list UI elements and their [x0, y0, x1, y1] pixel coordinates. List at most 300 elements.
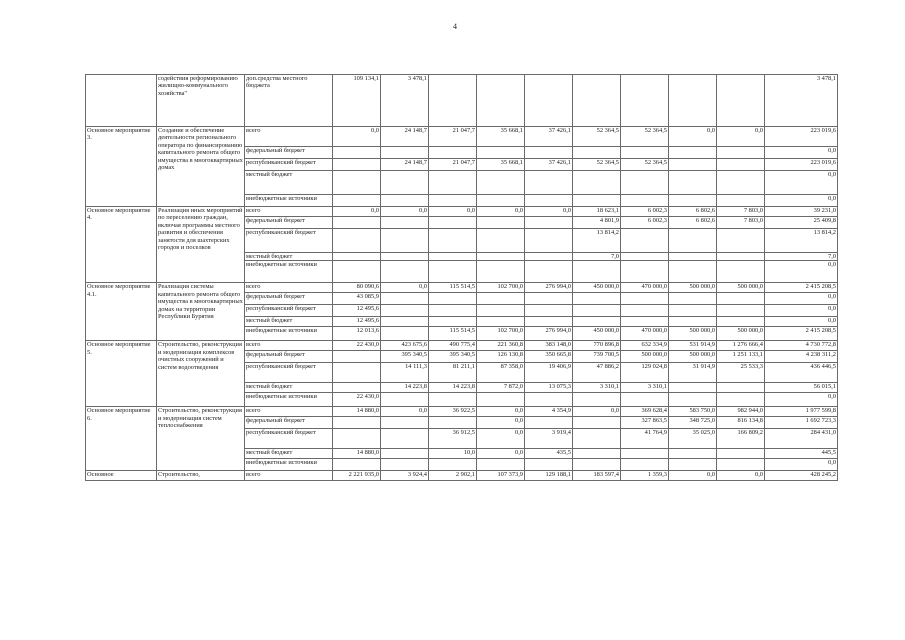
- funding-source-cell: местный бюджет: [245, 171, 333, 195]
- value-cell: 739 700,5: [573, 351, 621, 363]
- value-cell: 41 764,9: [621, 429, 669, 449]
- total-cell: 13 814,2: [765, 229, 838, 253]
- value-cell: 583 750,0: [669, 407, 717, 417]
- value-cell: 395 340,5: [429, 351, 477, 363]
- value-cell: [477, 305, 525, 317]
- event-cell: Основное мероприятие 4.1.: [86, 283, 157, 341]
- value-cell: [717, 449, 765, 459]
- value-cell: [621, 75, 669, 127]
- value-cell: [621, 293, 669, 305]
- value-cell: [669, 159, 717, 171]
- value-cell: [381, 293, 429, 305]
- funding-source-cell: внебюджетные источники: [245, 195, 333, 207]
- table-row: [86, 407, 838, 417]
- value-cell: 14 880,0: [333, 407, 381, 417]
- value-cell: [381, 305, 429, 317]
- value-cell: [333, 253, 381, 261]
- value-cell: 166 809,2: [717, 429, 765, 449]
- value-cell: [573, 195, 621, 207]
- value-cell: [381, 317, 429, 327]
- value-cell: [621, 261, 669, 283]
- value-cell: 470 000,0: [621, 283, 669, 293]
- value-cell: 632 334,9: [621, 341, 669, 351]
- value-cell: 81 211,1: [429, 363, 477, 383]
- value-cell: [381, 261, 429, 283]
- value-cell: [621, 147, 669, 159]
- value-cell: [717, 195, 765, 207]
- description-cell: Строительство, реконструкция и модернизация комплексов очистных сооружений и систем водоотведения: [157, 341, 245, 407]
- value-cell: 102 700,0: [477, 327, 525, 341]
- funding-source-cell: местный бюджет: [245, 383, 333, 393]
- value-cell: 0,0: [381, 207, 429, 217]
- value-cell: [621, 459, 669, 471]
- value-cell: [669, 459, 717, 471]
- value-cell: [717, 75, 765, 127]
- value-cell: [525, 147, 573, 159]
- value-cell: 3 924,4: [381, 471, 429, 481]
- value-cell: [333, 351, 381, 363]
- value-cell: 22 430,0: [333, 393, 381, 407]
- value-cell: 1 251 133,1: [717, 351, 765, 363]
- value-cell: 0,0: [477, 207, 525, 217]
- value-cell: [477, 75, 525, 127]
- value-cell: 109 134,1: [333, 75, 381, 127]
- value-cell: 183 597,4: [573, 471, 621, 481]
- value-cell: [477, 261, 525, 283]
- value-cell: 816 134,8: [717, 417, 765, 429]
- value-cell: [669, 229, 717, 253]
- value-cell: 52 364,5: [573, 159, 621, 171]
- description-cell: Реализация системы капитального ремонта общего имущества в многоквартирных домах на территории Республики Бурятия: [157, 283, 245, 341]
- funding-source-cell: местный бюджет: [245, 253, 333, 261]
- total-cell: 4 238 311,2: [765, 351, 838, 363]
- value-cell: 24 148,7: [381, 127, 429, 147]
- value-cell: [525, 393, 573, 407]
- value-cell: [621, 195, 669, 207]
- value-cell: 25 533,3: [717, 363, 765, 383]
- value-cell: [717, 159, 765, 171]
- value-cell: [621, 393, 669, 407]
- value-cell: 37 426,1: [525, 127, 573, 147]
- total-cell: 0,0: [765, 147, 838, 159]
- value-cell: [717, 229, 765, 253]
- value-cell: [621, 253, 669, 261]
- value-cell: [669, 383, 717, 393]
- value-cell: [717, 147, 765, 159]
- description-cell: Строительство, реконструкция и модернизация систем теплоснабжения: [157, 407, 245, 471]
- total-cell: 0,0: [765, 305, 838, 317]
- funding-source-cell: всего: [245, 127, 333, 147]
- value-cell: [573, 293, 621, 305]
- value-cell: [429, 171, 477, 195]
- funding-source-cell: федеральный бюджет: [245, 147, 333, 159]
- funding-source-cell: местный бюджет: [245, 317, 333, 327]
- value-cell: [669, 147, 717, 159]
- value-cell: [525, 75, 573, 127]
- value-cell: [381, 195, 429, 207]
- value-cell: 52 364,5: [573, 127, 621, 147]
- funding-source-cell: всего: [245, 407, 333, 417]
- value-cell: 3 310,1: [573, 383, 621, 393]
- funding-source-cell: всего: [245, 471, 333, 481]
- value-cell: 0,0: [381, 407, 429, 417]
- value-cell: 107 373,9: [477, 471, 525, 481]
- value-cell: [621, 229, 669, 253]
- table-row: [86, 207, 838, 217]
- value-cell: [573, 171, 621, 195]
- value-cell: 36 922,5: [429, 407, 477, 417]
- value-cell: [621, 171, 669, 195]
- value-cell: [477, 171, 525, 195]
- total-cell: 0,0: [765, 393, 838, 407]
- value-cell: 348 725,0: [669, 417, 717, 429]
- table-row: [86, 471, 838, 481]
- value-cell: 22 430,0: [333, 341, 381, 351]
- value-cell: 0,0: [477, 417, 525, 429]
- value-cell: 221 360,8: [477, 341, 525, 351]
- table-row: [86, 283, 838, 293]
- value-cell: 0,0: [381, 283, 429, 293]
- value-cell: [669, 171, 717, 195]
- value-cell: 14 880,0: [333, 449, 381, 459]
- value-cell: [477, 253, 525, 261]
- funding-source-cell: внебюджетные источники: [245, 393, 333, 407]
- total-cell: 56 015,1: [765, 383, 838, 393]
- total-cell: 25 409,8: [765, 217, 838, 229]
- funding-source-cell: республиканский бюджет: [245, 229, 333, 253]
- value-cell: 6 802,6: [669, 217, 717, 229]
- value-cell: 276 994,0: [525, 327, 573, 341]
- value-cell: [525, 171, 573, 195]
- value-cell: [381, 417, 429, 429]
- funding-source-cell: федеральный бюджет: [245, 417, 333, 429]
- value-cell: 531 914,9: [669, 341, 717, 351]
- value-cell: [477, 393, 525, 407]
- value-cell: 0,0: [429, 207, 477, 217]
- value-cell: 982 944,0: [717, 407, 765, 417]
- value-cell: 770 896,8: [573, 341, 621, 351]
- value-cell: [477, 147, 525, 159]
- value-cell: 490 775,4: [429, 341, 477, 351]
- total-cell: 0,0: [765, 317, 838, 327]
- value-cell: 14 111,3: [381, 363, 429, 383]
- value-cell: 470 000,0: [621, 327, 669, 341]
- value-cell: [477, 459, 525, 471]
- value-cell: 500 000,0: [621, 351, 669, 363]
- event-cell: Основное мероприятие 6.: [86, 407, 157, 471]
- value-cell: [669, 393, 717, 407]
- value-cell: [429, 253, 477, 261]
- event-cell: Основное мероприятие 3.: [86, 127, 157, 207]
- value-cell: [333, 383, 381, 393]
- value-cell: 10,0: [429, 449, 477, 459]
- total-cell: 284 431,0: [765, 429, 838, 449]
- value-cell: [717, 171, 765, 195]
- value-cell: 52 364,5: [621, 159, 669, 171]
- value-cell: 327 863,5: [621, 417, 669, 429]
- value-cell: 423 675,6: [381, 341, 429, 351]
- event-cell: Основное мероприятие 5.: [86, 341, 157, 407]
- value-cell: [669, 449, 717, 459]
- total-cell: 4 730 772,8: [765, 341, 838, 351]
- value-cell: [381, 429, 429, 449]
- value-cell: [381, 449, 429, 459]
- total-cell: 7,0: [765, 253, 838, 261]
- value-cell: [477, 217, 525, 229]
- funding-source-cell: республиканский бюджет: [245, 363, 333, 383]
- value-cell: [717, 253, 765, 261]
- value-cell: [717, 383, 765, 393]
- value-cell: 500 000,0: [669, 283, 717, 293]
- value-cell: [429, 195, 477, 207]
- value-cell: 35 025,0: [669, 429, 717, 449]
- value-cell: 0,0: [669, 471, 717, 481]
- value-cell: 0,0: [717, 127, 765, 147]
- value-cell: [669, 253, 717, 261]
- total-cell: 3 478,1: [765, 75, 838, 127]
- value-cell: [333, 195, 381, 207]
- value-cell: 31 914,9: [669, 363, 717, 383]
- value-cell: 7 803,0: [717, 207, 765, 217]
- value-cell: 35 668,1: [477, 127, 525, 147]
- description-cell: Создание и обеспечение деятельности регионального оператора по финансированию капитального ремонта общего имущества в многоквартирных домах: [157, 127, 245, 207]
- value-cell: [669, 305, 717, 317]
- value-cell: [573, 459, 621, 471]
- value-cell: [429, 293, 477, 305]
- value-cell: 12 495,6: [333, 305, 381, 317]
- value-cell: [381, 253, 429, 261]
- funding-source-cell: федеральный бюджет: [245, 351, 333, 363]
- total-cell: 0,0: [765, 171, 838, 195]
- value-cell: [525, 293, 573, 305]
- funding-source-cell: всего: [245, 207, 333, 217]
- value-cell: [573, 449, 621, 459]
- value-cell: 0,0: [525, 207, 573, 217]
- value-cell: 47 886,2: [573, 363, 621, 383]
- value-cell: [717, 305, 765, 317]
- value-cell: 3 310,1: [621, 383, 669, 393]
- funding-source-cell: республиканский бюджет: [245, 429, 333, 449]
- value-cell: [525, 253, 573, 261]
- value-cell: [429, 217, 477, 229]
- value-cell: 129 024,8: [621, 363, 669, 383]
- value-cell: [621, 449, 669, 459]
- value-cell: 87 358,0: [477, 363, 525, 383]
- value-cell: 4 354,9: [525, 407, 573, 417]
- value-cell: [381, 217, 429, 229]
- value-cell: [381, 393, 429, 407]
- value-cell: 52 364,5: [621, 127, 669, 147]
- value-cell: [381, 147, 429, 159]
- value-cell: 2 221 935,0: [333, 471, 381, 481]
- value-cell: [717, 393, 765, 407]
- description-cell: Строительство,: [157, 471, 245, 481]
- total-cell: 2 415 208,5: [765, 283, 838, 293]
- event-cell: Основное: [86, 471, 157, 481]
- value-cell: [477, 195, 525, 207]
- value-cell: [333, 261, 381, 283]
- value-cell: [669, 195, 717, 207]
- total-cell: 0,0: [765, 261, 838, 283]
- value-cell: [333, 417, 381, 429]
- value-cell: [525, 217, 573, 229]
- table-row: [86, 75, 838, 127]
- value-cell: [477, 293, 525, 305]
- value-cell: [573, 429, 621, 449]
- value-cell: [717, 459, 765, 471]
- value-cell: 500 000,0: [669, 351, 717, 363]
- value-cell: 18 623,1: [573, 207, 621, 217]
- value-cell: [333, 429, 381, 449]
- value-cell: 13 075,3: [525, 383, 573, 393]
- total-cell: 223 019,6: [765, 159, 838, 171]
- value-cell: 36 912,5: [429, 429, 477, 449]
- value-cell: 1 276 666,4: [717, 341, 765, 351]
- total-cell: 0,0: [765, 293, 838, 305]
- value-cell: 395 340,5: [381, 351, 429, 363]
- value-cell: 3 478,1: [381, 75, 429, 127]
- value-cell: 435,5: [525, 449, 573, 459]
- total-cell: 1 692 723,3: [765, 417, 838, 429]
- value-cell: [333, 147, 381, 159]
- value-cell: 12 495,6: [333, 317, 381, 327]
- value-cell: 0,0: [669, 127, 717, 147]
- value-cell: 369 628,4: [621, 407, 669, 417]
- value-cell: [429, 229, 477, 253]
- value-cell: 350 665,8: [525, 351, 573, 363]
- total-cell: 223 019,6: [765, 127, 838, 147]
- value-cell: 35 668,1: [477, 159, 525, 171]
- value-cell: 0,0: [333, 127, 381, 147]
- value-cell: [333, 171, 381, 195]
- value-cell: 6 002,3: [621, 217, 669, 229]
- funding-source-cell: федеральный бюджет: [245, 293, 333, 305]
- value-cell: 500 000,0: [669, 327, 717, 341]
- value-cell: 2 902,1: [429, 471, 477, 481]
- value-cell: 276 994,0: [525, 283, 573, 293]
- value-cell: 43 085,9: [333, 293, 381, 305]
- value-cell: 14 223,8: [429, 383, 477, 393]
- value-cell: 450 000,0: [573, 283, 621, 293]
- value-cell: 126 130,8: [477, 351, 525, 363]
- value-cell: [669, 261, 717, 283]
- event-cell: [86, 75, 157, 127]
- value-cell: [669, 293, 717, 305]
- value-cell: [717, 317, 765, 327]
- value-cell: 115 514,5: [429, 283, 477, 293]
- funding-source-cell: федеральный бюджет: [245, 217, 333, 229]
- value-cell: 0,0: [477, 407, 525, 417]
- value-cell: [573, 317, 621, 327]
- value-cell: 12 013,6: [333, 327, 381, 341]
- value-cell: 0,0: [477, 429, 525, 449]
- value-cell: [429, 75, 477, 127]
- value-cell: [333, 159, 381, 171]
- value-cell: [717, 293, 765, 305]
- value-cell: [381, 327, 429, 341]
- value-cell: 0,0: [717, 471, 765, 481]
- value-cell: 7,0: [573, 253, 621, 261]
- value-cell: 450 000,0: [573, 327, 621, 341]
- total-cell: 2 415 208,5: [765, 327, 838, 341]
- value-cell: 4 801,9: [573, 217, 621, 229]
- value-cell: [429, 459, 477, 471]
- value-cell: [477, 229, 525, 253]
- funding-source-cell: доп.средства местного бюджета: [245, 75, 333, 127]
- total-cell: 0,0: [765, 195, 838, 207]
- total-cell: 39 231,0: [765, 207, 838, 217]
- value-cell: [525, 459, 573, 471]
- value-cell: 500 000,0: [717, 327, 765, 341]
- value-cell: 0,0: [333, 207, 381, 217]
- funding-source-cell: местный бюджет: [245, 449, 333, 459]
- value-cell: [573, 305, 621, 317]
- value-cell: [333, 229, 381, 253]
- table-row: [86, 341, 838, 351]
- value-cell: [381, 171, 429, 195]
- total-cell: 0,0: [765, 459, 838, 471]
- value-cell: [573, 147, 621, 159]
- value-cell: 129 188,1: [525, 471, 573, 481]
- value-cell: [669, 317, 717, 327]
- total-cell: 428 245,2: [765, 471, 838, 481]
- value-cell: 0,0: [477, 449, 525, 459]
- funding-source-cell: всего: [245, 283, 333, 293]
- value-cell: 21 047,7: [429, 127, 477, 147]
- value-cell: 13 814,2: [573, 229, 621, 253]
- value-cell: 6 802,6: [669, 207, 717, 217]
- value-cell: [429, 393, 477, 407]
- value-cell: [717, 261, 765, 283]
- table-row: [86, 127, 838, 147]
- value-cell: [525, 317, 573, 327]
- description-cell: содействия реформированию жилищно-коммунального хозяйства": [157, 75, 245, 127]
- value-cell: [333, 363, 381, 383]
- value-cell: 7 872,0: [477, 383, 525, 393]
- value-cell: [333, 217, 381, 229]
- value-cell: [429, 305, 477, 317]
- value-cell: [429, 417, 477, 429]
- description-cell: Реализация иных мероприятий по переселению граждан, включая программы местного развития и обеспечения занятости для шахтерских городов и поселков: [157, 207, 245, 283]
- value-cell: [429, 147, 477, 159]
- budget-table: [85, 74, 838, 481]
- funding-source-cell: внебюджетные источники: [245, 327, 333, 341]
- value-cell: [525, 229, 573, 253]
- value-cell: [621, 305, 669, 317]
- value-cell: 500 000,0: [717, 283, 765, 293]
- value-cell: 0,0: [573, 407, 621, 417]
- funding-source-cell: республиканский бюджет: [245, 305, 333, 317]
- value-cell: 80 090,6: [333, 283, 381, 293]
- value-cell: [429, 261, 477, 283]
- value-cell: [477, 317, 525, 327]
- value-cell: 115 514,5: [429, 327, 477, 341]
- funding-source-cell: внебюджетные источники: [245, 261, 333, 283]
- value-cell: 21 047,7: [429, 159, 477, 171]
- value-cell: [573, 417, 621, 429]
- value-cell: 383 148,0: [525, 341, 573, 351]
- value-cell: 24 148,7: [381, 159, 429, 171]
- value-cell: 3 919,4: [525, 429, 573, 449]
- value-cell: [525, 305, 573, 317]
- value-cell: [525, 195, 573, 207]
- value-cell: [621, 317, 669, 327]
- value-cell: 1 359,3: [621, 471, 669, 481]
- total-cell: 445,5: [765, 449, 838, 459]
- total-cell: 1 977 599,8: [765, 407, 838, 417]
- value-cell: 37 426,1: [525, 159, 573, 171]
- value-cell: [525, 417, 573, 429]
